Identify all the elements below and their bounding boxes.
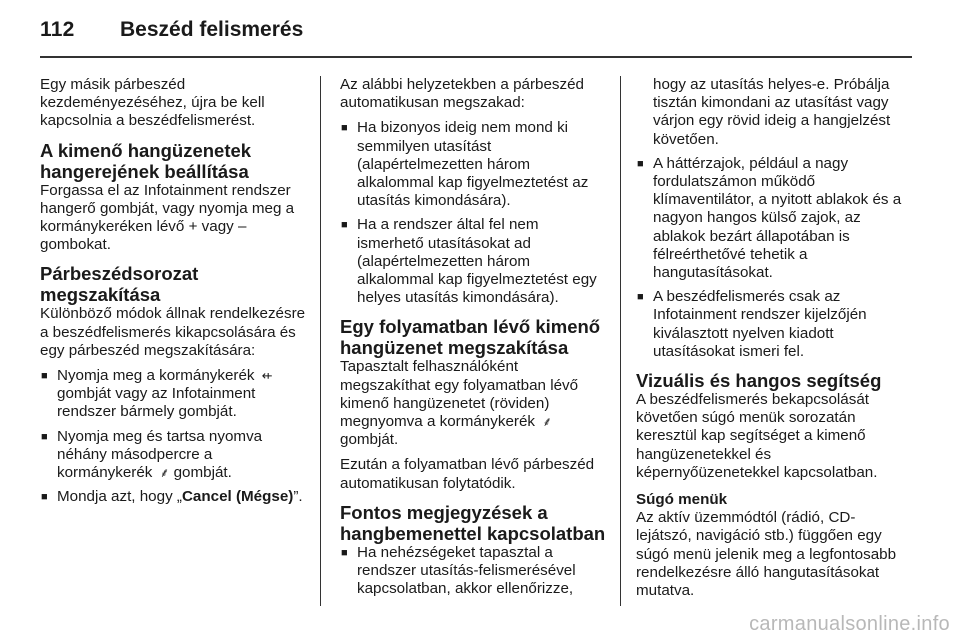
intro-paragraph: Egy másik párbeszéd kezdeményezéséhez, újra be kell kapcsolnia a beszédfelismerést. — [40, 76, 265, 130]
list-item: ■ Ha nehézségeket tapasztal a rendszer utasítás-felismerésével kapcsolatban, akkor ellenőrizze, — [340, 544, 606, 599]
paragraph-interrupt: Különböző módok állnak rendelkezésre a beszédfelismerés kikapcsolására és egy párbeszéd megszakítására: — [40, 305, 306, 359]
column-3 — [636, 76, 904, 607]
intro-paragraph: Az alábbi helyzetekben a párbeszéd automatikusan megszakad: — [340, 76, 585, 112]
heading-help-menus: Súgó menük — [636, 491, 728, 509]
page-number: 112 — [40, 18, 75, 41]
paragraph-continue: Ezután a folyamatban lévő párbeszéd automatikusan folytatódik. — [340, 456, 595, 492]
heading-volume: A kimenő hangüzenetek hangerejének beállítása — [40, 139, 252, 182]
watermark: carmanualsonline.info — [749, 613, 950, 635]
auto-interrupt-bullet-list — [340, 119, 606, 307]
list-item: ■ A háttérzajok, például a nagy fordulatszámon működő klímaventilátor, a nyitott ablakok és a nagyon hangos külső zajok, az ablakok bezárt állapotában is félreérthetővé tehetik a hangutasításokat. — [636, 155, 904, 282]
list-item — [40, 367, 306, 422]
paragraph-volume: Forgassa el az Infotainment rendszer hangerő gombját, vagy nyomja meg a kormánykeréken lévő + vagy – gombokat. — [40, 181, 295, 254]
heading-notes: Fontos megjegyzések a hangbemenettel kapcsolatban — [340, 501, 606, 544]
bullet-text: Nyomja meg és tartsa nyomva néhány másodpercre a kormánykerék — [57, 427, 263, 482]
heading-interrupt: Párbeszédsorozat megszakítása — [40, 263, 199, 306]
column-divider-2 — [620, 76, 621, 606]
bullet-text: Mondja azt, hogy „ — [57, 488, 182, 506]
list-item: ■ Ha bizonyos ideig nem mond ki semmilyen utasítást (alapértelmezetten három alkalommal kap figyelmeztetést az utasítás kimondására). — [340, 119, 606, 210]
list-item — [40, 488, 306, 506]
list-item — [40, 428, 306, 483]
bullet-text-tail: gombját. — [173, 464, 232, 482]
notes-bullet-list — [340, 544, 606, 599]
paragraph-current-prompt — [340, 358, 606, 449]
notes-bullet-list-cont — [636, 155, 904, 361]
bullet-text-tail: ”. — [293, 488, 303, 506]
bullet-text-tail: gombját vagy az Infotainment rendszer bármely gombját. — [57, 385, 256, 421]
column-1 — [40, 76, 306, 512]
list-item: ■ Ha a rendszer által fel nem ismerhető utasításokat ad (alapértelmezetten három alkalommal kap figyelmeztetést egy helyes utasítás kimondására). — [340, 216, 606, 307]
paragraph-help-menus: Az aktív üzemmódtól (rádió, CD-lejátszó, navigáció stb.) függően egy súgó menü jelenik meg a legfontosabb rendelkezésre álló hangutasításokat mutatva. — [636, 509, 897, 600]
list-item: ■ A beszédfelismerés csak az Infotainment rendszer kijelzőjén kiválasztott nyelven kiadott utasításokat ismeri fel. — [636, 288, 904, 361]
phone-hangup-icon: ⇷ — [261, 368, 273, 384]
heading-help: Vizuális és hangos segítség — [636, 370, 882, 392]
voice-control-icon: ⸙ — [542, 414, 552, 430]
column-divider-1 — [320, 76, 321, 606]
interrupt-bullet-list — [40, 367, 306, 506]
voice-control-icon: ⸙ — [159, 465, 170, 481]
paragraph-text: Tapasztalt felhasználóként megszakíthat egy folyamatban lévő kimenő hangüzenetet (röviden) megnyomva a kormánykerék — [340, 358, 579, 431]
bullet-continuation: hogy az utasítás helyes-e. Próbálja tisztán kimondani az utasítást vagy várjon egy rövid ideig a hangjelzést követően. — [653, 76, 891, 148]
bullet-text: Nyomja meg a kormánykerék — [57, 367, 255, 385]
voice-command: Cancel (Mégse) — [181, 488, 294, 506]
heading-current-prompt: Egy folyamatban lévő kimenő hangüzenet megszakítása — [340, 316, 601, 359]
header-rule — [40, 56, 912, 58]
column-2 — [340, 76, 606, 604]
paragraph-text-tail: gombját. — [340, 431, 399, 449]
page-title: Beszéd felismerés — [120, 18, 304, 41]
paragraph-help: A beszédfelismerés bekapcsolását követően súgó menük sorozatán keresztül kap segítséget a kimenő hangüzenetekkel és képernyőüzenetekkel kapcsolatban. — [636, 391, 878, 481]
